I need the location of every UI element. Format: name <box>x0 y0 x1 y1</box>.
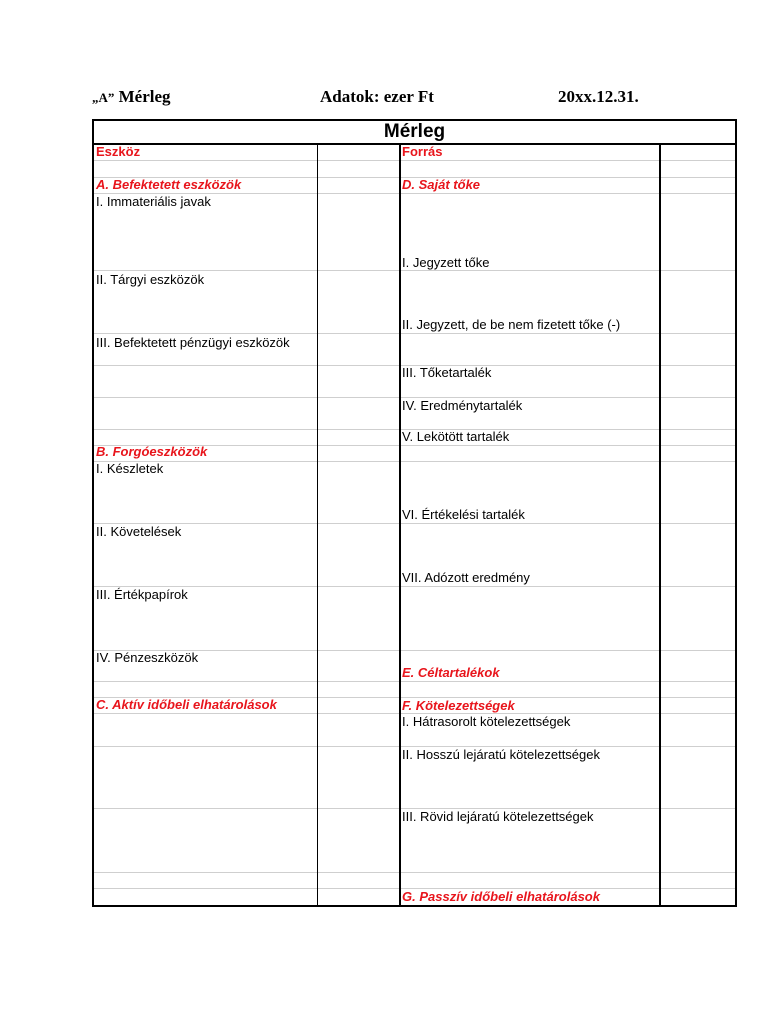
left-row-a2: II. Tárgyi eszközök <box>96 272 205 287</box>
document-title <box>92 87 171 107</box>
right-row-d7: VII. Adózott eredmény <box>402 570 530 585</box>
left-row-b3: III. Értékpapírok <box>96 587 188 602</box>
right-row-f1: I. Hátrasorolt kötelezettségek <box>402 714 571 729</box>
left-row-b2: II. Követelések <box>96 524 182 539</box>
title-main: Mérleg <box>114 87 171 106</box>
left-row-a3: III. Befektetett pénzügyi eszközök <box>96 335 290 350</box>
right-row-g: G. Passzív időbeli elhatárolások <box>402 889 600 904</box>
right-row-d3: III. Tőketartalék <box>402 365 492 380</box>
right-row-f3: III. Rövid lejáratú kötelezettségek <box>402 809 594 824</box>
units-label: Adatok: ezer Ft <box>320 87 434 106</box>
balance-sheet-table <box>92 119 737 907</box>
right-row-d6: VI. Értékelési tartalék <box>402 507 525 522</box>
left-row-b: B. Forgóeszközök <box>96 444 208 459</box>
title-prefix: „A” <box>92 90 115 105</box>
left-row-a: A. Befektetett eszközök <box>96 177 242 192</box>
right-row-d5: V. Lekötött tartalék <box>402 429 510 444</box>
right-row-d1: I. Jegyzett tőke <box>402 255 490 270</box>
right-row-d2: II. Jegyzett, de be nem fizetett tőke (-) <box>402 317 621 332</box>
assets-header: Eszköz <box>96 144 141 159</box>
right-row-d4: IV. Eredménytartalék <box>402 398 523 413</box>
date-label: 20xx.12.31. <box>558 87 639 106</box>
left-row-c: C. Aktív időbeli elhatárolások <box>96 697 277 712</box>
left-row-b4: IV. Pénzeszközök <box>96 650 199 665</box>
right-row-f: F. Kötelezettségek <box>402 698 515 713</box>
left-row-b1: I. Készletek <box>96 461 164 476</box>
right-row-d: D. Saját tőke <box>402 177 481 192</box>
left-row-a1: I. Immateriális javak <box>96 194 211 209</box>
right-row-e: E. Céltartalékok <box>402 665 500 680</box>
liabilities-header: Forrás <box>402 144 443 159</box>
table-title: Mérleg <box>383 121 446 142</box>
right-row-f2: II. Hosszú lejáratú kötelezettségek <box>402 747 600 762</box>
